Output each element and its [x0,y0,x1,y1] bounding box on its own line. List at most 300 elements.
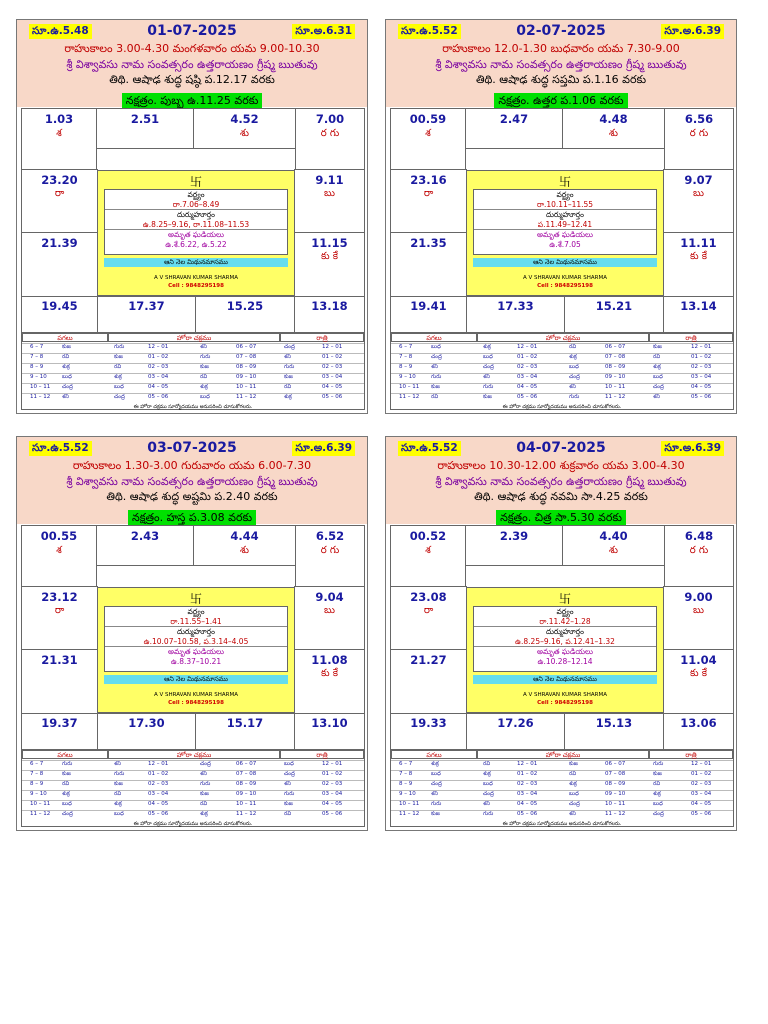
swastika-icon: 卐 [189,175,202,189]
hora-cell: శని [114,761,121,767]
hora-cell: బుధ [62,801,72,807]
panel-header [386,437,736,524]
hora-cell: చంద్ర [569,801,580,807]
month-bar: ఆని నెల మిథునమాసము [473,258,657,267]
hora-cell: 10 – 11 [236,801,257,807]
panchang-center-box [466,170,664,296]
hora-row [22,780,364,788]
varjyam-value: రా.10.11–11.55 [536,199,594,209]
hora-cell: 05 – 06 [517,394,538,400]
rasi-cell: 4.52 శు [193,108,296,149]
hora-cell: 04 – 05 [517,384,538,390]
hora-cell: బుధ [653,801,663,807]
samvatsara-line: శ్రీ విశ్వావసు నామ సంవత్సరం ఉత్తరాయణం గ్రీష్మ ఋతువు [435,475,687,488]
panel-date: 03-07-2025 [147,440,237,456]
rasi-cell: 6.48 ర గు [664,525,734,587]
samvatsara-line: శ్రీ విశ్వావసు నామ సంవత్సరం ఉత్తరాయణం గ్రీష్మ ఋతువు [435,58,687,71]
hora-cell: గురు [483,811,494,817]
varjyam-value: రా.7.06–8.49 [172,199,220,209]
hora-cell: చంద్ర [284,771,295,777]
panel-date: 01-07-2025 [147,23,237,39]
durmuhurtam-value: ప.11.49–12.41 [537,219,593,229]
hora-cell: 11 – 12 [605,811,626,817]
rahu-kalam-line: రాహుకాలం 3.00-4.30 మంగళవారం యమ 9.00-10.30 [64,42,320,55]
hora-row [391,800,733,808]
nakshatra-line: నక్షత్రం. ఉత్తర ప.1.06 వరకు [386,89,736,108]
varjyam-value: రా.11.55–1.41 [170,616,222,626]
rasi-cell: 15.25 [195,296,295,340]
tithi-line: తిథి. ఆషాఢ శుద్ధ షష్ఠి ప.12.17 వరకు [109,73,275,86]
hora-cell: రవి [569,771,577,777]
hora-chakram-table: పగలు హోరా చక్రము రాత్రి 6 – 7 కుజ గురు 12 – 01 శని 06 – 07 చంద్ర 12 – 01 7 – 8 రవి కుజ 01 – 02 గురు 07 – 08 శని 01 – 02 8 – 9 శుక్ర రవి 02 – 03 కుజ 08 – 09 గురు 02 – 03 9 – 10 బుధ శుక్ర 03 – 04 రవి 09 – 10 కుజ 03 – 04 10 – 11 చంద్ర బుధ 04 – 05 శుక్ర 10 – 11 రవి 04 – 05 11 – 12 శని చంద్ర 05 – 06 బుధ 11 – 12 శుక్ర 05 – 06 ఈ హోరా చక్రము సూర్యోదయము అనుసరించి చూసుకోగలరు. [21,332,365,410]
hora-cell: 09 – 10 [605,791,626,797]
hora-cell: చంద్ర [653,811,664,817]
hora-cell: 09 – 10 [236,791,257,797]
hora-row [391,770,733,778]
rasi-cell: 21.31 [21,649,98,714]
samvatsara-line: శ్రీ విశ్వావసు నామ సంవత్సరం ఉత్తరాయణం గ్రీష్మ ఋతువు [66,58,318,71]
rasi-cell: 13.10 [294,713,365,757]
panel-date: 02-07-2025 [516,23,606,39]
rasi-cell: 21.39 [21,232,98,297]
hora-cell: కుజ [284,801,293,807]
hora-cell: శని [431,364,438,370]
hora-cell: 06 – 07 [605,344,626,350]
hora-row [22,393,364,401]
hora-cell: బుధ [653,374,663,380]
rasi-cell: 4.40 శు [562,525,665,566]
hora-cell: 04 – 05 [148,384,169,390]
rasi-cell: 2.51 [96,108,194,149]
rasi-cell: 11.15 కు కే [294,232,365,297]
hora-cell: రవి [200,801,208,807]
hora-cell: కుజ [653,771,662,777]
hora-cell: గురు [114,771,125,777]
hora-cell: 05 – 06 [322,811,343,817]
hora-cell: 12 – 01 [517,761,538,767]
hora-cell: 07 – 08 [605,771,626,777]
hora-cell: 03 – 04 [691,374,712,380]
month-bar: ఆని నెల మిథునమాసము [473,675,657,684]
hora-cell: బుధ [569,364,579,370]
hora-cell: శని [653,394,660,400]
hora-cell: శుక్ర [114,801,122,807]
rasi-cell: 23.12 రా [21,586,98,650]
hora-note: ఈ హోరా చక్రము సూర్యోదయము అనుసరించి చూసుకోగలరు. [133,404,253,410]
rasi-cell: 19.45 [21,296,98,340]
hora-cell: శని [569,811,576,817]
hora-note: ఈ హోరా చక్రము సూర్యోదయము అనుసరించి చూసుకోగలరు. [133,821,253,827]
hora-chakram-table: పగలు హోరా చక్రము రాత్రి 6 – 7 గురు శని 12 – 01 చంద్ర 06 – 07 బుధ 12 – 01 7 – 8 కుజ గురు 01 – 02 శని 07 – 08 చంద్ర 01 – 02 8 – 9 రవి కుజ 02 – 03 గురు 08 – 09 శని 02 – 03 9 – 10 శుక్ర రవి 03 – 04 కుజ 09 – 10 గురు 03 – 04 10 – 11 బుధ శుక్ర 04 – 05 రవి 10 – 11 కుజ 04 – 05 11 – 12 చంద్ర బుధ 05 – 06 శుక్ర 11 – 12 రవి 05 – 06 ఈ హోరా చక్రము సూర్యోదయము అనుసరించి చూసుకోగలరు. [21,749,365,827]
sunrise-badge: సూ.ఉ.5.52 [398,24,461,39]
hora-cell: శుక్ర [569,354,577,360]
hora-cell: రవి [114,791,122,797]
panchang-center-box [97,170,295,296]
hora-cell: చంద్ర [569,374,580,380]
hora-chakram-table: పగలు హోరా చక్రము రాత్రి 6 – 7 శుక్ర రవి 12 – 01 కుజ 06 – 07 గురు 12 – 01 7 – 8 బుధ శుక్ర 01 – 02 రవి 07 – 08 కుజ 01 – 02 8 – 9 చంద్ర బుధ 02 – 03 శుక్ర 08 – 09 రవి 02 – 03 9 – 10 శని చంద్ర 03 – 04 బుధ 09 – 10 శుక్ర 03 – 04 10 – 11 గురు శని 04 – 05 చంద్ర 10 – 11 బుధ 04 – 05 11 – 12 కుజ గురు 05 – 06 శని 11 – 12 చంద్ర 05 – 06 ఈ హోరా చక్రము సూర్యోదయము అనుసరించి చూసుకోగలరు. [390,749,734,827]
hora-cell: కుజ [62,771,71,777]
hora-row [391,393,733,401]
hora-cell: శుక్ర [114,374,122,380]
hora-cell: 04 – 05 [148,801,169,807]
hora-cell: 12 – 01 [517,344,538,350]
rasi-cell: 00.59 శ [390,108,466,170]
hora-cell: శని [483,801,490,807]
tithi-line: తిథి. ఆషాఢ శుద్ధ సప్తమి ప.1.16 వరకు [475,73,647,86]
hora-cell: 7 – 8 [30,354,44,360]
hora-row [22,353,364,361]
hora-cell: 03 – 04 [148,791,169,797]
hora-cell: 01 – 02 [691,354,712,360]
rasi-cell: 21.27 [390,649,467,714]
hora-cell: 09 – 10 [236,374,257,380]
swastika-icon: 卐 [189,592,202,606]
hora-cell: 07 – 08 [605,354,626,360]
hora-cell: బుధ [431,771,441,777]
hora-cell: 6 – 7 [399,761,413,767]
hora-cell: కుజ [114,781,123,787]
rasi-cell: 17.26 [466,713,565,757]
hora-cell: శుక్ర [653,364,661,370]
author-name: A V SHRAVAN KUMAR SHARMA [154,692,238,698]
sunrise-badge: సూ.ఉ.5.52 [398,441,461,456]
rahu-kalam-line: రాహుకాలం 1.30-3.00 గురువారం యమ 6.00-7.30 [72,459,312,472]
hora-cell: కుజ [483,394,492,400]
sunset-badge: సూ.అ.6.39 [292,441,355,456]
rasi-cell: 00.55 శ [21,525,97,587]
rasi-cell: 19.37 [21,713,98,757]
hora-cell: రవి [653,781,661,787]
hora-note: ఈ హోరా చక్రము సూర్యోదయము అనుసరించి చూసుకోగలరు. [502,821,622,827]
hora-cell: 03 – 04 [517,791,538,797]
hora-cell: 02 – 03 [517,364,538,370]
hora-cell: 02 – 03 [691,781,712,787]
hora-cell: 05 – 06 [691,394,712,400]
hora-chakram-table: పగలు హోరా చక్రము రాత్రి 6 – 7 బుధ శుక్ర 12 – 01 రవి 06 – 07 కుజ 12 – 01 7 – 8 చంద్ర బుధ 01 – 02 శుక్ర 07 – 08 రవి 01 – 02 8 – 9 శని చంద్ర 02 – 03 బుధ 08 – 09 శుక్ర 02 – 03 9 – 10 గురు శని 03 – 04 చంద్ర 09 – 10 బుధ 03 – 04 10 – 11 కుజ గురు 04 – 05 శని 10 – 11 చంద్ర 04 – 05 11 – 12 రవి కుజ 05 – 06 గురు 11 – 12 శని 05 – 06 ఈ హోరా చక్రము సూర్యోదయము అనుసరించి చూసుకోగలరు. [390,332,734,410]
sunrise-badge: సూ.ఉ.5.48 [29,24,92,39]
hora-cell: చంద్ర [431,781,442,787]
hora-cell: 7 – 8 [399,771,413,777]
hora-cell: 12 – 01 [322,344,343,350]
panchang-center-box [97,587,295,713]
hora-cell: శుక్ర [284,394,292,400]
hora-cell: శని [483,374,490,380]
hora-cell: చంద్ర [200,761,211,767]
author-phone: Cell : 9848295198 [537,700,593,706]
author-phone: Cell : 9848295198 [168,283,224,289]
hora-cell: శని [569,384,576,390]
hora-cell: 8 – 9 [399,781,413,787]
hora-cell: 08 – 09 [605,364,626,370]
calendar-panel [16,19,368,414]
samvatsara-line: శ్రీ విశ్వావసు నామ సంవత్సరం ఉత్తరాయణం గ్రీష్మ ఋతువు [66,475,318,488]
durmuhurtam-value: ఉ.8.25–9.16, ప.12.41–1.32 [515,636,615,646]
sunset-badge: సూ.అ.6.39 [661,441,724,456]
rasi-cell: 11.04 కు కే [663,649,734,714]
hora-cell: 02 – 03 [322,364,343,370]
hora-cell: శని [200,771,207,777]
rasi-cell: 17.30 [97,713,196,757]
hora-cell: 04 – 05 [517,801,538,807]
hora-cell: చంద్ర [62,811,73,817]
hora-cell: రవి [284,384,292,390]
muhurtam-box: వర్జ్యం రా.11.55–1.41 దుర్ముహూర్తం ఉ.10.07–10.58, ప.3.14–4.05 అమృత ఘడియలు ఉ.8.37–10.21 [104,606,288,672]
hora-cell: శని [62,394,69,400]
hora-cell: 6 – 7 [399,344,413,350]
hora-cell: శుక్ర [569,781,577,787]
hora-cell: 9 – 10 [30,374,47,380]
nakshatra-line: నక్షత్రం. పుబ్బ ఉ.11.25 వరకు [17,89,367,108]
rasi-cell: 11.08 కు కే [294,649,365,714]
hora-row [22,770,364,778]
hora-cell: 11 – 12 [236,394,257,400]
hora-cell: 03 – 04 [322,791,343,797]
durmuhurtam-value: ఉ.10.07–10.58, ప.3.14–4.05 [143,636,249,646]
rasi-cell: 1.03 శ [21,108,97,170]
hora-cell: 05 – 06 [517,811,538,817]
hora-cell: కుజ [62,344,71,350]
hora-cell: బుధ [431,344,441,350]
calendar-panel [385,19,737,414]
panel-header [17,437,367,524]
muhurtam-box: వర్జ్యం రా.7.06–8.49 దుర్ముహూర్తం ఉ.8.25–9.16, రా.11.08–11.53 అమృత ఘడియలు ఉ.శే.6.22, ఉ.5.22 [104,189,288,255]
hora-cell: గురు [483,384,494,390]
hora-cell: రవి [62,781,70,787]
rasi-cell: 9.04 బు [294,586,365,650]
hora-cell: గురు [200,354,211,360]
rasi-cell: 15.21 [564,296,664,340]
varjyam-value: రా.11.42–1.28 [539,616,591,626]
hora-cell: 05 – 06 [691,811,712,817]
hora-cell: గురు [284,364,295,370]
sunrise-badge: సూ.ఉ.5.52 [29,441,92,456]
rasi-cell: 23.16 రా [390,169,467,233]
hora-cell: రవి [114,364,122,370]
rasi-cell: 15.13 [564,713,664,757]
hora-cell: 10 – 11 [30,801,51,807]
rasi-cell: 9.11 బు [294,169,365,233]
rasi-chart [21,108,365,322]
hora-cell: 10 – 11 [30,384,51,390]
rasi-cell: 19.41 [390,296,467,340]
hora-row [391,780,733,788]
hora-cell: 02 – 03 [148,364,169,370]
rasi-cell: 2.47 [465,108,563,149]
rasi-cell: 00.52 శ [390,525,466,587]
hora-cell: శుక్ర [653,791,661,797]
rasi-cell: 19.33 [390,713,467,757]
hora-row [391,343,733,351]
hora-cell: 11 – 12 [605,394,626,400]
hora-cell: 11 – 12 [30,394,51,400]
hora-cell: 10 – 11 [236,384,257,390]
swastika-icon: 卐 [558,175,571,189]
hora-cell: 02 – 03 [517,781,538,787]
rasi-cell: 6.52 ర గు [295,525,365,587]
hora-cell: రవి [653,354,661,360]
rasi-cell: 7.00 ర గు [295,108,365,170]
hora-cell: 05 – 06 [148,394,169,400]
hora-cell: రవి [284,811,292,817]
hora-cell: 06 – 07 [236,761,257,767]
hora-cell: 8 – 9 [30,781,44,787]
hora-cell: 10 – 11 [399,801,420,807]
hora-cell: 04 – 05 [691,384,712,390]
hora-cell: రవి [200,374,208,380]
hora-cell: 03 – 04 [322,374,343,380]
rasi-cell: 2.43 [96,525,194,566]
hora-cell: రవి [431,394,439,400]
hora-cell: 6 – 7 [30,761,44,767]
hora-cell: గురు [62,761,73,767]
hora-cell: 01 – 02 [322,771,343,777]
hora-cell: గురు [569,394,580,400]
rasi-cell: 13.18 [294,296,365,340]
durmuhurtam-value: ఉ.8.25–9.16, రా.11.08–11.53 [142,219,250,229]
hora-cell: 01 – 02 [517,354,538,360]
hora-cell: చంద్ర [62,384,73,390]
hora-row [22,343,364,351]
rasi-cell: 21.35 [390,232,467,297]
hora-cell: 9 – 10 [399,791,416,797]
month-bar: ఆని నెల మిథునమాసము [104,675,288,684]
hora-cell: శుక్ర [200,384,208,390]
hora-row [22,363,364,371]
panel-date: 04-07-2025 [516,440,606,456]
hora-row [391,363,733,371]
hora-cell: 01 – 02 [517,771,538,777]
rasi-cell: 9.07 బు [663,169,734,233]
hora-cell: 08 – 09 [236,364,257,370]
tithi-line: తిథి. ఆషాఢ శుద్ధ నవమి సా.4.25 వరకు [474,490,648,503]
rasi-cell: 11.11 కు కే [663,232,734,297]
hora-cell: 10 – 11 [605,384,626,390]
rasi-cell: 13.14 [663,296,734,340]
hora-cell: శని [284,354,291,360]
hora-row [391,373,733,381]
hora-cell: బుధ [114,384,124,390]
hora-cell: 06 – 07 [236,344,257,350]
hora-cell: 9 – 10 [399,374,416,380]
author-name: A V SHRAVAN KUMAR SHARMA [523,692,607,698]
hora-cell: 12 – 01 [691,344,712,350]
hora-cell: 02 – 03 [148,781,169,787]
hora-cell: 03 – 04 [148,374,169,380]
hora-cell: బుధ [114,811,124,817]
swastika-icon: 卐 [558,592,571,606]
hora-cell: 11 – 12 [399,394,420,400]
hora-cell: 7 – 8 [399,354,413,360]
hora-cell: చంద్ర [483,364,494,370]
hora-row [391,383,733,391]
hora-cell: 6 – 7 [30,344,44,350]
rasi-cell: 4.44 శు [193,525,296,566]
rasi-cell: 9.00 బు [663,586,734,650]
rasi-chart [390,108,734,322]
hora-row [391,353,733,361]
hora-row [22,810,364,818]
sunset-badge: సూ.అ.6.31 [292,24,355,39]
hora-cell: శని [200,344,207,350]
hora-row [391,790,733,798]
muhurtam-box: వర్జ్యం రా.11.42–1.28 దుర్ముహూర్తం ఉ.8.25–9.16, ప.12.41–1.32 అమృత ఘడియలు ఉ.10.28–12.14 [473,606,657,672]
hora-cell: 05 – 06 [148,811,169,817]
amrutha-value: ఉ.శే.6.22, ఉ.5.22 [165,239,227,249]
author-phone: Cell : 9848295198 [168,700,224,706]
hora-cell: చంద్ర [483,791,494,797]
hora-cell: కుజ [200,364,209,370]
hora-cell: 01 – 02 [322,354,343,360]
rasi-cell: 2.39 [465,525,563,566]
hora-cell: శుక్ర [62,364,70,370]
tithi-line: తిథి. ఆషాఢ శుద్ధ అష్టమి ప.2.40 వరకు [106,490,278,503]
hora-cell: శుక్ర [62,791,70,797]
hora-cell: 01 – 02 [148,354,169,360]
hora-cell: 08 – 09 [236,781,257,787]
hora-cell: 06 – 07 [605,761,626,767]
hora-cell: 9 – 10 [30,791,47,797]
hora-row [391,810,733,818]
author-phone: Cell : 9848295198 [537,283,593,289]
hora-cell: బుధ [569,791,579,797]
hora-cell: కుజ [569,761,578,767]
hora-cell: 03 – 04 [691,791,712,797]
hora-cell: చంద్ర [114,394,125,400]
hora-cell: 07 – 08 [236,771,257,777]
hora-cell: గురు [431,801,442,807]
panchang-center-box [466,587,664,713]
hora-cell: చంద్ర [653,384,664,390]
hora-cell: 7 – 8 [30,771,44,777]
nakshatra-line: నక్షత్రం. హస్త ప.3.08 వరకు [17,506,367,525]
hora-cell: 04 – 05 [322,384,343,390]
hora-cell: బుధ [483,354,493,360]
hora-cell: గురు [114,344,125,350]
hora-cell: 8 – 9 [30,364,44,370]
hora-cell: 01 – 02 [691,771,712,777]
hora-cell: 12 – 01 [148,761,169,767]
hora-row [391,760,733,768]
amrutha-value: ఉ.శే.7.05 [549,239,581,249]
hora-cell: బుధ [284,761,294,767]
hora-cell: కుజ [431,384,440,390]
hora-cell: 12 – 01 [148,344,169,350]
hora-cell: కుజ [653,344,662,350]
hora-row [22,373,364,381]
hora-cell: గురు [284,791,295,797]
hora-cell: శుక్ర [483,771,491,777]
hora-cell: కుజ [114,354,123,360]
sunset-badge: సూ.అ.6.39 [661,24,724,39]
hora-cell: గురు [200,781,211,787]
rasi-chart [21,525,365,739]
hora-cell: 05 – 06 [322,394,343,400]
hora-cell: గురు [431,374,442,380]
hora-cell: 10 – 11 [605,801,626,807]
hora-cell: బుధ [483,781,493,787]
rasi-cell: 17.33 [466,296,565,340]
hora-cell: శుక్ర [200,811,208,817]
panel-header [386,20,736,107]
hora-cell: 11 – 12 [30,811,51,817]
rasi-cell: 23.08 రా [390,586,467,650]
hora-row [22,383,364,391]
hora-cell: 09 – 10 [605,374,626,380]
hora-cell: చంద్ర [431,354,442,360]
hora-cell: రవి [569,344,577,350]
hora-cell: 07 – 08 [236,354,257,360]
hora-cell: రవి [483,761,491,767]
